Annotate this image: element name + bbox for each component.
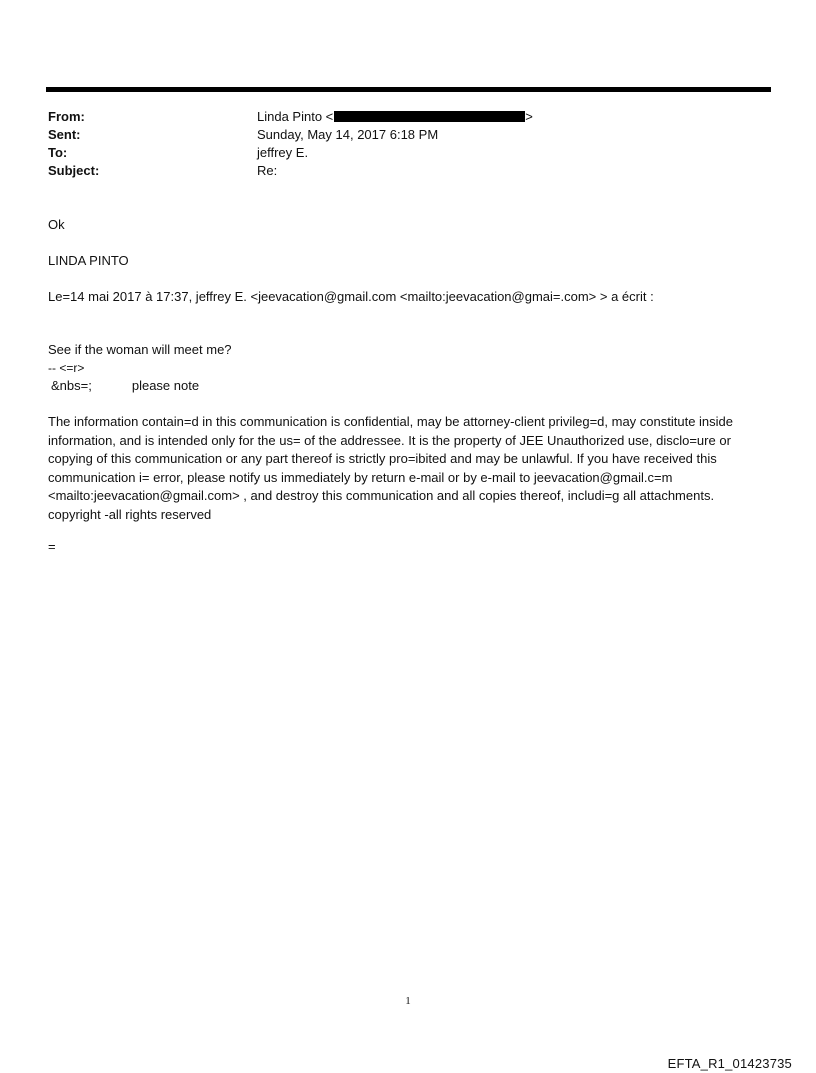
sender-name: Linda Pinto < — [257, 109, 334, 124]
quoted-message: See if the woman will meet me? — [48, 342, 232, 357]
redacted-email-block — [334, 111, 525, 122]
sent-row — [48, 126, 748, 144]
to-label: To: — [48, 145, 68, 160]
subject-row — [48, 162, 748, 180]
subject-value: Re: — [257, 163, 278, 178]
reply-text: Ok — [48, 217, 65, 232]
page-number: 1 — [405, 995, 411, 1007]
nbsp-entity: &nbs=; — [51, 378, 92, 393]
sent-label: Sent: — [48, 127, 81, 142]
please-note-text: please note — [131, 378, 200, 393]
sent-value: Sunday, May 14, 2017 6:18 PM — [257, 127, 439, 142]
signature-name: LINDA PINTO — [48, 253, 129, 268]
sender-email-close: > — [525, 109, 533, 124]
from-row — [48, 108, 748, 126]
from-value — [257, 108, 533, 126]
trailing-equals: = — [48, 539, 56, 554]
quote-intro: Le=14 mai 2017 à 17:37, jeffrey E. <jeevacation@gmail.com <mailto:jeevacation@gmai=.com> > a écrit : — [48, 289, 654, 304]
nbsp-line — [51, 377, 199, 395]
from-label: From: — [48, 109, 85, 124]
bates-number: EFTA_R1_01423735 — [667, 1056, 792, 1071]
signature-separator: -- <=r> — [48, 361, 85, 375]
header-divider — [46, 87, 771, 92]
to-value: jeffrey E. — [257, 145, 309, 160]
confidentiality-disclaimer: The information contain=d in this communication is confidential, may be attorney-client privileg=d, may constitute inside information, and is intended only for the us= of the addressee. It is the property of JEE Unauthorized use, disclo=ure or copying of this communication or any part thereof is strictly pro=ibited and may be unlawful. If you have received this communication i= error, please notify us immediately by return e-mail or by e-mail to jeevacation@gmail.c=m <mailto:jeevacation@gmail.com> , and destroy this communication and all copies thereof, includi=g all attachments. copyright -all rights reserved — [48, 414, 734, 522]
to-row — [48, 144, 748, 162]
subject-label: Subject: — [48, 163, 100, 178]
